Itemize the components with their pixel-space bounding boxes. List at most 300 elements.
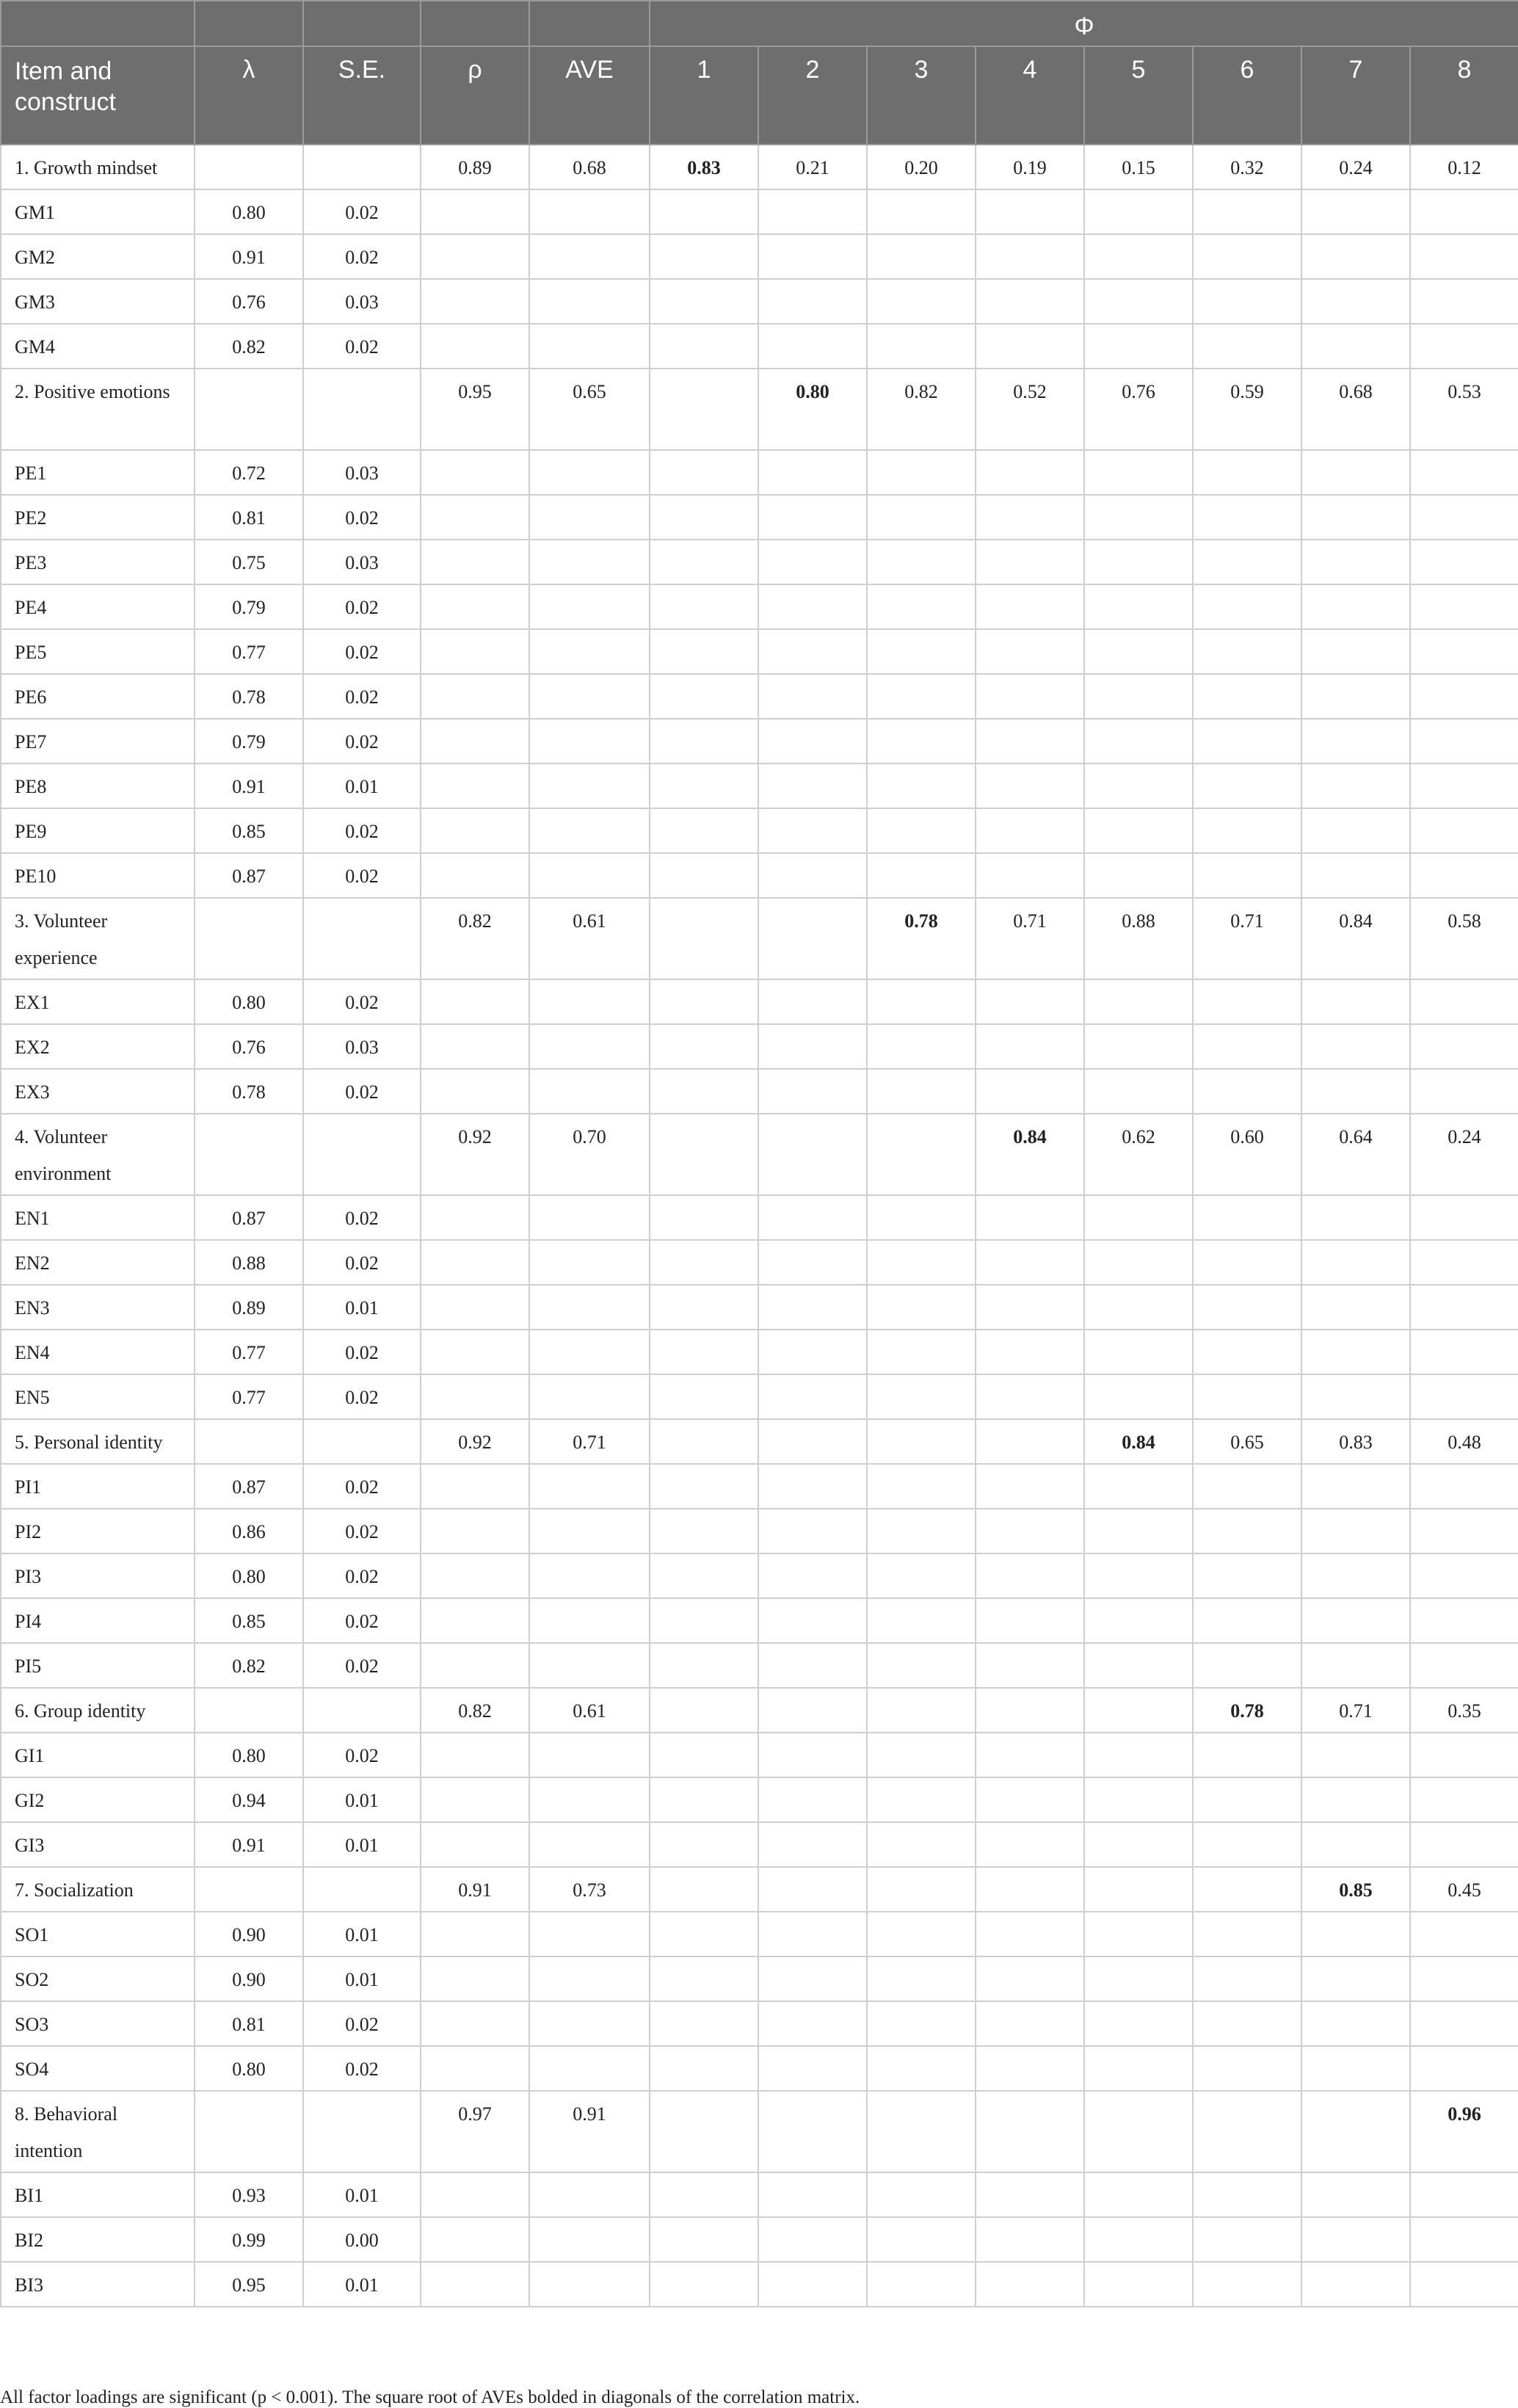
phi-cell-4 bbox=[976, 2217, 1084, 2262]
lambda-cell bbox=[195, 369, 303, 450]
phi-cell-5 bbox=[1084, 450, 1193, 495]
lambda-cell: 0.95 bbox=[195, 2262, 303, 2307]
phi-cell-5 bbox=[1084, 629, 1193, 674]
phi-cell-5 bbox=[1084, 1024, 1193, 1069]
phi-cell-1 bbox=[650, 2091, 758, 2172]
phi-cell-8 bbox=[1410, 1956, 1518, 2001]
ave-cell: 0.70 bbox=[529, 1114, 650, 1195]
lambda-cell: 0.80 bbox=[195, 189, 303, 234]
phi-cell-2 bbox=[758, 2091, 867, 2172]
ave-cell bbox=[529, 1643, 650, 1688]
phi-cell-7 bbox=[1301, 1598, 1410, 1643]
phi-cell-3 bbox=[867, 1777, 976, 1822]
phi-cell-6 bbox=[1193, 1822, 1301, 1867]
phi-cell-6: 0.59 bbox=[1193, 369, 1301, 450]
se-cell: 0.02 bbox=[303, 808, 421, 853]
diagonal-value: 0.80 bbox=[796, 381, 829, 402]
phi-cell-6 bbox=[1193, 674, 1301, 719]
phi-cell-3 bbox=[867, 674, 976, 719]
phi-cell-8 bbox=[1410, 1912, 1518, 1956]
item-label-cell: 2. Positive emotions bbox=[1, 369, 195, 450]
rho-cell bbox=[421, 1912, 529, 1956]
phi-cell-2 bbox=[758, 540, 867, 584]
rho-cell bbox=[421, 2217, 529, 2262]
phi-cell-8 bbox=[1410, 1643, 1518, 1688]
phi-cell-2 bbox=[758, 979, 867, 1024]
phi-cell-5 bbox=[1084, 764, 1193, 808]
se-cell bbox=[303, 2091, 421, 2172]
phi-cell-2 bbox=[758, 1598, 867, 1643]
phi-cell-7 bbox=[1301, 979, 1410, 1024]
item-row bbox=[1, 1195, 1518, 1240]
construct-row bbox=[1, 145, 1518, 189]
se-cell: 0.02 bbox=[303, 1069, 421, 1114]
phi-cell-8 bbox=[1410, 495, 1518, 540]
se-cell: 0.02 bbox=[303, 1330, 421, 1374]
phi-cell-1 bbox=[650, 1285, 758, 1330]
item-label-cell: GM3 bbox=[1, 279, 195, 324]
lambda-cell: 0.77 bbox=[195, 1374, 303, 1419]
item-label-cell: GI2 bbox=[1, 1777, 195, 1822]
item-row bbox=[1, 1509, 1518, 1553]
phi-cell-7 bbox=[1301, 1464, 1410, 1509]
phi-cell-8 bbox=[1410, 1553, 1518, 1598]
construct-row bbox=[1, 1867, 1518, 1912]
item-label-cell: GI3 bbox=[1, 1822, 195, 1867]
ave-cell bbox=[529, 584, 650, 629]
phi-cell-6 bbox=[1193, 540, 1301, 584]
item-row bbox=[1, 1912, 1518, 1956]
phi-cell-1 bbox=[650, 898, 758, 979]
rho-cell bbox=[421, 1643, 529, 1688]
phi-cell-1 bbox=[650, 1024, 758, 1069]
item-label-cell: PI1 bbox=[1, 1464, 195, 1509]
phi-cell-4 bbox=[976, 584, 1084, 629]
phi-cell-1 bbox=[650, 1330, 758, 1374]
phi-cell-1 bbox=[650, 145, 758, 189]
phi-cell-5: 0.76 bbox=[1084, 369, 1193, 450]
lambda-cell: 0.79 bbox=[195, 719, 303, 764]
phi-cell-1 bbox=[650, 1374, 758, 1419]
phi-cell-6 bbox=[1193, 1553, 1301, 1598]
se-cell: 0.02 bbox=[303, 629, 421, 674]
phi-cell-5: 0.88 bbox=[1084, 898, 1193, 979]
construct-row bbox=[1, 1114, 1518, 1195]
lambda-cell: 0.94 bbox=[195, 1777, 303, 1822]
phi-cell-8: 0.53 bbox=[1410, 369, 1518, 450]
lambda-cell: 0.82 bbox=[195, 324, 303, 369]
se-cell: 0.02 bbox=[303, 1374, 421, 1419]
phi-cell-6: 0.32 bbox=[1193, 145, 1301, 189]
ave-cell bbox=[529, 1285, 650, 1330]
ave-cell: 0.61 bbox=[529, 1688, 650, 1733]
ave-cell bbox=[529, 1598, 650, 1643]
phi-cell-4 bbox=[976, 1822, 1084, 1867]
phi-cell-7: 0.64 bbox=[1301, 1114, 1410, 1195]
rho-cell bbox=[421, 2046, 529, 2091]
rho-cell bbox=[421, 674, 529, 719]
phi-cell-5 bbox=[1084, 2001, 1193, 2046]
item-label-cell: GI1 bbox=[1, 1733, 195, 1777]
phi-cell-7 bbox=[1301, 1956, 1410, 2001]
item-label-cell: EX2 bbox=[1, 1024, 195, 1069]
phi-cell-8 bbox=[1410, 2217, 1518, 2262]
phi-cell-5 bbox=[1084, 1912, 1193, 1956]
phi-cell-1 bbox=[650, 1509, 758, 1553]
lambda-cell: 0.90 bbox=[195, 1956, 303, 2001]
lambda-cell: 0.88 bbox=[195, 1240, 303, 1285]
phi-cell-3 bbox=[867, 1069, 976, 1114]
phi-cell-8 bbox=[1410, 189, 1518, 234]
ave-cell bbox=[529, 1822, 650, 1867]
phi-cell-4 bbox=[976, 1733, 1084, 1777]
item-label-cell: PE10 bbox=[1, 853, 195, 898]
ave-cell bbox=[529, 1553, 650, 1598]
phi-cell-8 bbox=[1410, 1195, 1518, 1240]
phi-cell-3 bbox=[867, 1688, 976, 1733]
rho-cell bbox=[421, 719, 529, 764]
se-cell: 0.02 bbox=[303, 234, 421, 279]
rho-cell bbox=[421, 1330, 529, 1374]
phi-cell-8 bbox=[1410, 979, 1518, 1024]
phi-cell-2 bbox=[758, 1464, 867, 1509]
item-label-cell: PE1 bbox=[1, 450, 195, 495]
phi-cell-3 bbox=[867, 1867, 976, 1912]
rho-cell bbox=[421, 1464, 529, 1509]
phi-cell-6 bbox=[1193, 1867, 1301, 1912]
rho-cell bbox=[421, 1553, 529, 1598]
item-label-cell: 3. Volunteer experience bbox=[1, 898, 195, 979]
phi-cell-3 bbox=[867, 808, 976, 853]
phi-cell-2 bbox=[758, 808, 867, 853]
item-label-cell: SO1 bbox=[1, 1912, 195, 1956]
phi-cell-2 bbox=[758, 898, 867, 979]
phi-cell-6 bbox=[1193, 1285, 1301, 1330]
phi-cell-5 bbox=[1084, 1777, 1193, 1822]
phi-cell-7: 0.24 bbox=[1301, 145, 1410, 189]
construct-row bbox=[1, 369, 1518, 450]
rho-cell bbox=[421, 584, 529, 629]
phi-cell-1 bbox=[650, 719, 758, 764]
phi-cell-7 bbox=[1301, 2262, 1410, 2307]
phi-cell-8 bbox=[1410, 674, 1518, 719]
phi-cell-1 bbox=[650, 808, 758, 853]
ave-cell bbox=[529, 1240, 650, 1285]
phi-cell-4 bbox=[976, 279, 1084, 324]
phi-cell-4 bbox=[976, 495, 1084, 540]
phi-cell-4 bbox=[976, 1114, 1084, 1195]
ave-cell bbox=[529, 629, 650, 674]
lambda-cell: 0.79 bbox=[195, 584, 303, 629]
phi-cell-3 bbox=[867, 2001, 976, 2046]
phi-cell-7: 0.71 bbox=[1301, 1688, 1410, 1733]
lambda-cell: 0.87 bbox=[195, 853, 303, 898]
item-label-cell: PI4 bbox=[1, 1598, 195, 1643]
se-cell: 0.03 bbox=[303, 450, 421, 495]
phi-cell-4 bbox=[976, 1777, 1084, 1822]
phi-cell-4 bbox=[976, 808, 1084, 853]
lambda-cell bbox=[195, 1419, 303, 1464]
phi-cell-5 bbox=[1084, 719, 1193, 764]
phi-cell-4 bbox=[976, 1688, 1084, 1733]
lambda-cell: 0.91 bbox=[195, 1822, 303, 1867]
phi-cell-4 bbox=[976, 629, 1084, 674]
phi-cell-5 bbox=[1084, 1822, 1193, 1867]
phi-cell-7 bbox=[1301, 629, 1410, 674]
phi-cell-1 bbox=[650, 2217, 758, 2262]
se-cell: 0.02 bbox=[303, 1733, 421, 1777]
phi-cell-5 bbox=[1084, 1464, 1193, 1509]
phi-cell-5 bbox=[1084, 979, 1193, 1024]
rho-cell bbox=[421, 2001, 529, 2046]
phi-cell-7 bbox=[1301, 540, 1410, 584]
se-cell: 0.02 bbox=[303, 1509, 421, 1553]
phi-cell-4 bbox=[976, 1553, 1084, 1598]
rho-cell bbox=[421, 1733, 529, 1777]
item-label-cell: EN2 bbox=[1, 1240, 195, 1285]
lambda-cell: 0.81 bbox=[195, 495, 303, 540]
phi-cell-7: 0.68 bbox=[1301, 369, 1410, 450]
lambda-cell: 0.80 bbox=[195, 2046, 303, 2091]
phi-cell-3 bbox=[867, 1114, 976, 1195]
phi-cell-1 bbox=[650, 324, 758, 369]
item-label-cell: PI2 bbox=[1, 1509, 195, 1553]
phi-cell-6 bbox=[1193, 1069, 1301, 1114]
item-label-cell: SO3 bbox=[1, 2001, 195, 2046]
item-row bbox=[1, 1069, 1518, 1114]
rho-cell: 0.97 bbox=[421, 2091, 529, 2172]
se-cell: 0.01 bbox=[303, 2262, 421, 2307]
phi-cell-7 bbox=[1301, 584, 1410, 629]
column-header-phi-8: 8 bbox=[1410, 46, 1518, 145]
phi-cell-3 bbox=[867, 2262, 976, 2307]
phi-cell-7 bbox=[1301, 1024, 1410, 1069]
ave-cell bbox=[529, 1777, 650, 1822]
diagonal-value: 0.84 bbox=[1122, 1432, 1155, 1453]
se-cell: 0.02 bbox=[303, 584, 421, 629]
lambda-cell: 0.75 bbox=[195, 540, 303, 584]
ave-cell bbox=[529, 279, 650, 324]
phi-cell-8 bbox=[1410, 719, 1518, 764]
item-row bbox=[1, 234, 1518, 279]
lambda-cell: 0.81 bbox=[195, 2001, 303, 2046]
phi-cell-4 bbox=[976, 674, 1084, 719]
phi-cell-3 bbox=[867, 1956, 976, 2001]
phi-cell-2 bbox=[758, 764, 867, 808]
phi-cell-7 bbox=[1301, 495, 1410, 540]
table-body bbox=[1, 145, 1518, 2307]
ave-cell bbox=[529, 1069, 650, 1114]
phi-cell-2 bbox=[758, 1195, 867, 1240]
item-row bbox=[1, 1777, 1518, 1822]
phi-cell-6 bbox=[1193, 1912, 1301, 1956]
phi-cell-6 bbox=[1193, 2001, 1301, 2046]
phi-cell-4 bbox=[976, 2172, 1084, 2217]
rho-cell bbox=[421, 979, 529, 1024]
lambda-cell: 0.89 bbox=[195, 1285, 303, 1330]
phi-cell-3 bbox=[867, 189, 976, 234]
ave-cell bbox=[529, 853, 650, 898]
phi-cell-1 bbox=[650, 1733, 758, 1777]
table-footnote: All factor loadings are significant (p < 0.001). The square root of AVEs bolded in diagonals of the correlation matrix. bbox=[0, 2387, 860, 2407]
phi-cell-3 bbox=[867, 1285, 976, 1330]
phi-cell-6 bbox=[1193, 2217, 1301, 2262]
phi-cell-6 bbox=[1193, 2262, 1301, 2307]
phi-cell-2: 0.21 bbox=[758, 145, 867, 189]
phi-cell-2 bbox=[758, 1330, 867, 1374]
phi-cell-6 bbox=[1193, 1240, 1301, 1285]
ave-cell bbox=[529, 324, 650, 369]
ave-cell bbox=[529, 1024, 650, 1069]
phi-cell-5 bbox=[1084, 2262, 1193, 2307]
item-row bbox=[1, 979, 1518, 1024]
phi-cell-5 bbox=[1084, 584, 1193, 629]
phi-cell-8: 0.35 bbox=[1410, 1688, 1518, 1733]
phi-cell-3: 0.20 bbox=[867, 145, 976, 189]
phi-cell-4 bbox=[976, 2262, 1084, 2307]
se-cell: 0.01 bbox=[303, 1822, 421, 1867]
item-row bbox=[1, 853, 1518, 898]
phi-cell-1 bbox=[650, 2262, 758, 2307]
column-header-phi-5: 5 bbox=[1084, 46, 1193, 145]
item-row bbox=[1, 1240, 1518, 1285]
phi-cell-2 bbox=[758, 1024, 867, 1069]
column-header-lambda: λ bbox=[195, 46, 303, 145]
phi-cell-4 bbox=[976, 1330, 1084, 1374]
ave-cell bbox=[529, 2001, 650, 2046]
ave-cell: 0.68 bbox=[529, 145, 650, 189]
phi-cell-5 bbox=[1084, 1509, 1193, 1553]
phi-cell-8 bbox=[1410, 1069, 1518, 1114]
lambda-cell: 0.80 bbox=[195, 979, 303, 1024]
phi-cell-2 bbox=[758, 1956, 867, 2001]
se-cell: 0.02 bbox=[303, 719, 421, 764]
ave-cell bbox=[529, 2172, 650, 2217]
phi-cell-8 bbox=[1410, 1374, 1518, 1419]
phi-cell-2 bbox=[758, 1069, 867, 1114]
diagonal-value: 0.96 bbox=[1448, 2103, 1481, 2125]
phi-cell-4 bbox=[976, 450, 1084, 495]
phi-cell-7 bbox=[1301, 1912, 1410, 1956]
ave-cell bbox=[529, 764, 650, 808]
phi-cell-8 bbox=[1410, 1733, 1518, 1777]
phi-cell-4 bbox=[976, 1464, 1084, 1509]
se-cell: 0.03 bbox=[303, 1024, 421, 1069]
phi-cell-1 bbox=[650, 584, 758, 629]
rho-cell: 0.82 bbox=[421, 1688, 529, 1733]
phi-cell-1 bbox=[650, 1195, 758, 1240]
ave-cell bbox=[529, 189, 650, 234]
item-row bbox=[1, 764, 1518, 808]
phi-cell-1 bbox=[650, 1956, 758, 2001]
rho-cell bbox=[421, 324, 529, 369]
phi-cell-6 bbox=[1193, 2046, 1301, 2091]
phi-cell-4 bbox=[976, 719, 1084, 764]
phi-cell-2 bbox=[758, 495, 867, 540]
phi-cell-2 bbox=[758, 189, 867, 234]
lambda-cell: 0.91 bbox=[195, 764, 303, 808]
phi-cell-5 bbox=[1084, 2091, 1193, 2172]
phi-cell-5 bbox=[1084, 1733, 1193, 1777]
phi-cell-5 bbox=[1084, 1240, 1193, 1285]
rho-cell bbox=[421, 1024, 529, 1069]
ave-cell bbox=[529, 2262, 650, 2307]
phi-cell-8 bbox=[1410, 2001, 1518, 2046]
item-label-cell: PE7 bbox=[1, 719, 195, 764]
phi-cell-3 bbox=[867, 1330, 976, 1374]
phi-cell-7 bbox=[1301, 1822, 1410, 1867]
phi-cell-8 bbox=[1410, 2172, 1518, 2217]
phi-cell-6 bbox=[1193, 629, 1301, 674]
phi-cell-4 bbox=[976, 2046, 1084, 2091]
item-row bbox=[1, 2172, 1518, 2217]
rho-cell bbox=[421, 2262, 529, 2307]
item-row bbox=[1, 1464, 1518, 1509]
item-label-cell: EN3 bbox=[1, 1285, 195, 1330]
phi-cell-6 bbox=[1193, 495, 1301, 540]
phi-cell-1 bbox=[650, 540, 758, 584]
phi-cell-5 bbox=[1084, 808, 1193, 853]
phi-cell-3 bbox=[867, 1912, 976, 1956]
phi-cell-3 bbox=[867, 1419, 976, 1464]
phi-cell-5 bbox=[1084, 1553, 1193, 1598]
phi-cell-2 bbox=[758, 2217, 867, 2262]
phi-cell-7 bbox=[1301, 450, 1410, 495]
phi-cell-6 bbox=[1193, 1777, 1301, 1822]
phi-cell-4 bbox=[976, 1598, 1084, 1643]
phi-cell-1 bbox=[650, 1912, 758, 1956]
item-row bbox=[1, 584, 1518, 629]
phi-cell-7 bbox=[1301, 1867, 1410, 1912]
lambda-cell: 0.85 bbox=[195, 1598, 303, 1643]
phi-cell-3: 0.82 bbox=[867, 369, 976, 450]
phi-cell-2 bbox=[758, 1374, 867, 1419]
lambda-cell: 0.77 bbox=[195, 629, 303, 674]
se-cell bbox=[303, 898, 421, 979]
phi-cell-2 bbox=[758, 719, 867, 764]
diagonal-value: 0.84 bbox=[1013, 1126, 1047, 1147]
se-cell: 0.01 bbox=[303, 1956, 421, 2001]
phi-cell-8 bbox=[1410, 1777, 1518, 1822]
phi-cell-6 bbox=[1193, 279, 1301, 324]
phi-cell-2 bbox=[758, 1912, 867, 1956]
phi-cell-7 bbox=[1301, 1643, 1410, 1688]
ave-cell bbox=[529, 234, 650, 279]
lambda-cell: 0.78 bbox=[195, 1069, 303, 1114]
phi-cell-6: 0.71 bbox=[1193, 898, 1301, 979]
item-row bbox=[1, 2217, 1518, 2262]
item-row bbox=[1, 324, 1518, 369]
phi-cell-1 bbox=[650, 279, 758, 324]
phi-cell-4: 0.71 bbox=[976, 898, 1084, 979]
se-cell bbox=[303, 1867, 421, 1912]
item-label-cell: 5. Personal identity bbox=[1, 1419, 195, 1464]
column-header-phi-3: 3 bbox=[867, 46, 976, 145]
phi-cell-6 bbox=[1193, 1464, 1301, 1509]
lambda-cell: 0.99 bbox=[195, 2217, 303, 2262]
se-cell: 0.02 bbox=[303, 1598, 421, 1643]
phi-cell-5 bbox=[1084, 234, 1193, 279]
ave-cell bbox=[529, 2217, 650, 2262]
phi-cell-6 bbox=[1193, 719, 1301, 764]
phi-cell-6 bbox=[1193, 324, 1301, 369]
phi-cell-5 bbox=[1084, 1688, 1193, 1733]
phi-cell-5 bbox=[1084, 495, 1193, 540]
phi-cell-1 bbox=[650, 629, 758, 674]
column-header-phi-6: 6 bbox=[1193, 46, 1301, 145]
lambda-cell bbox=[195, 898, 303, 979]
item-label-cell: 6. Group identity bbox=[1, 1688, 195, 1733]
